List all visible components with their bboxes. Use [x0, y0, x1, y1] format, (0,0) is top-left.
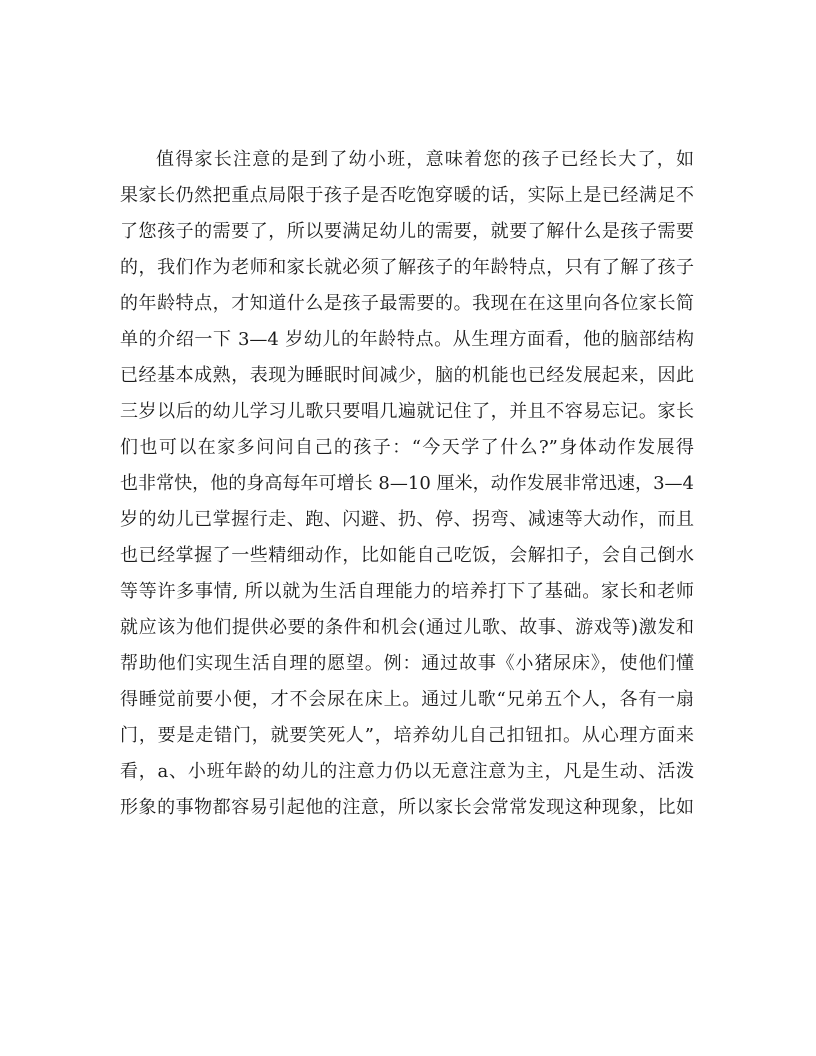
paragraph-line: 等等许多事情, 所以就为生活自理能力的培养打下了基础。家长和老师 [120, 581, 694, 602]
paragraph-line: 们也可以在家多问问自己的孩子：“今天学了什么?”身体动作发展得 [120, 437, 694, 458]
body-paragraph [120, 142, 694, 826]
paragraph-line: 已经基本成熟，表现为睡眠时间减少，脑的机能也已经发展起来，因此 [120, 365, 694, 386]
paragraph-line: 果家长仍然把重点局限于孩子是否吃饱穿暖的话，实际上是已经满足不 [120, 185, 694, 206]
paragraph-line: 了您孩子的需要了，所以要满足幼儿的需要，就要了解什么是孩子需要 [120, 221, 694, 242]
paragraph-line: 岁的幼儿已掌握行走、跑、闪避、扔、停、拐弯、减速等大动作，而且 [120, 509, 694, 530]
paragraph-line: 得睡觉前要小便，才不会尿在床上。通过儿歌“兄弟五个人，各有一扇 [120, 689, 694, 710]
paragraph-line: 门，要是走错门，就要笑死人”，培养幼儿自己扣钮扣。从心理方面来 [120, 725, 694, 746]
paragraph-line: 就应该为他们提供必要的条件和机会(通过儿歌、故事、游戏等)激发和 [120, 617, 694, 638]
paragraph-line: 帮助他们实现生活自理的愿望。例：通过故事《小猪尿床》，使他们懂 [120, 653, 694, 674]
paragraph-line: 也非常快，他的身高每年可增长 8—10 厘米，动作发展非常迅速，3—4 [120, 473, 694, 494]
paragraph-line: 的年龄特点，才知道什么是孩子最需要的。我现在在这里向各位家长简 [120, 293, 694, 314]
paragraph-line: 形象的事物都容易引起他的注意，所以家长会常常发现这种现象，比如 [120, 797, 694, 818]
paragraph-line: 三岁以后的幼儿学习儿歌只要唱几遍就记住了，并且不容易忘记。家长 [120, 401, 694, 422]
paragraph-line: 看，a、小班年龄的幼儿的注意力仍以无意注意为主，凡是生动、活泼 [120, 761, 694, 782]
paragraph-line: 单的介绍一下 3—4 岁幼儿的年龄特点。从生理方面看，他的脑部结构 [120, 329, 694, 350]
paragraph-line: 也已经掌握了一些精细动作，比如能自己吃饭，会解扣子，会自己倒水 [120, 545, 694, 566]
paragraph-line: 的，我们作为老师和家长就必须了解孩子的年龄特点，只有了解了孩子 [120, 257, 694, 278]
paragraph-line: 值得家长注意的是到了幼小班，意味着您的孩子已经长大了，如 [156, 149, 694, 170]
